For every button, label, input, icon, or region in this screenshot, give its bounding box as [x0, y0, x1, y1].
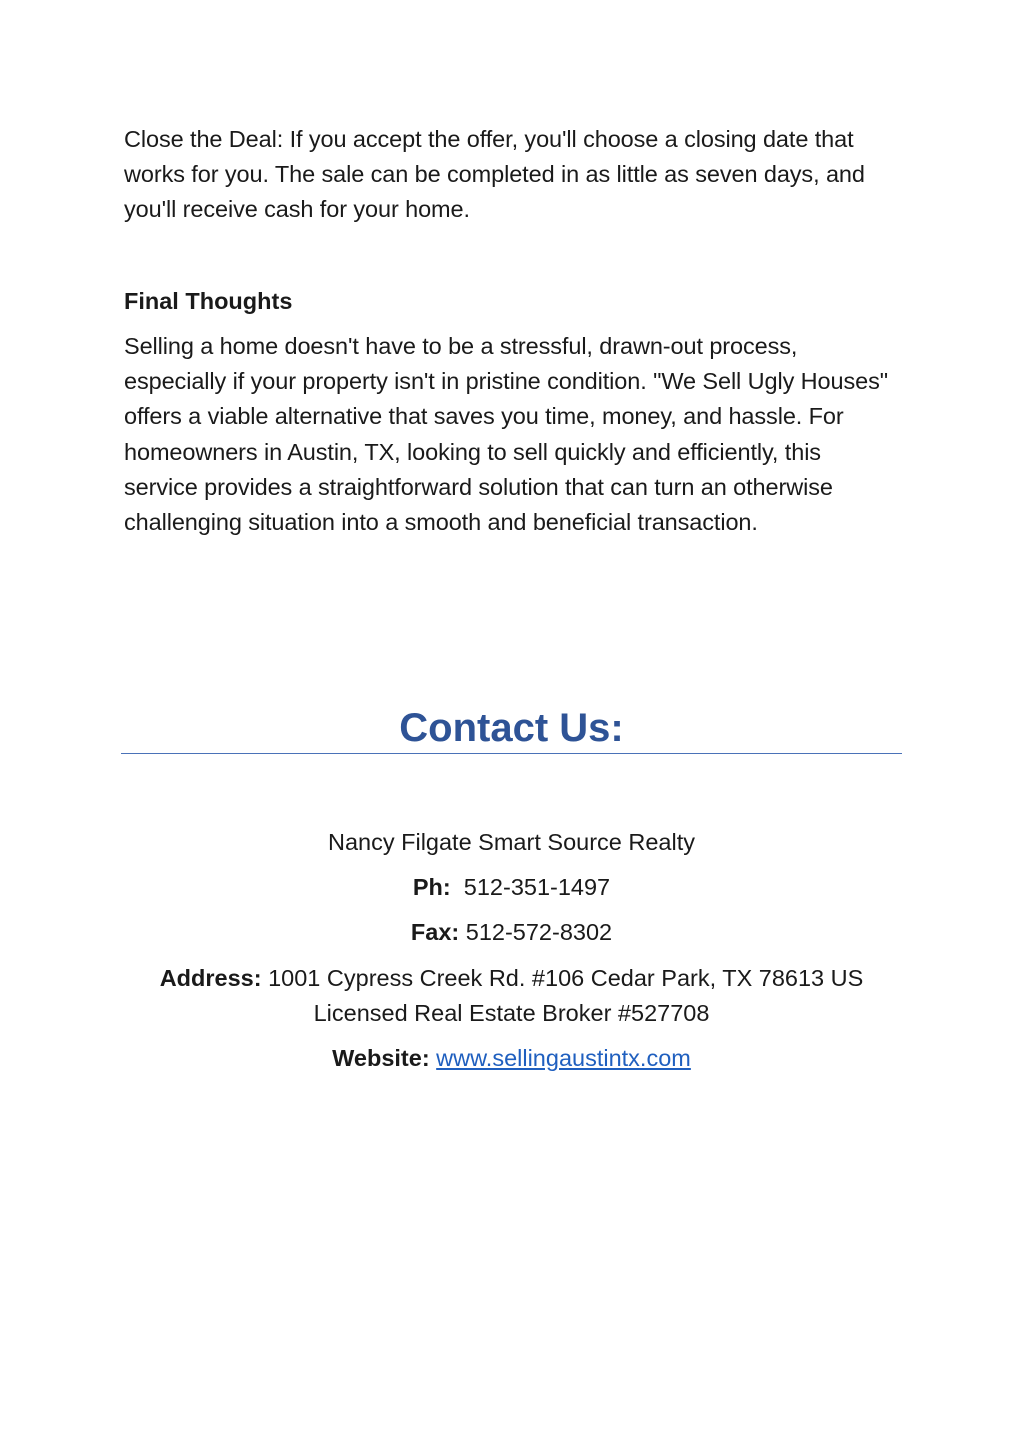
- website-label: Website:: [332, 1045, 430, 1071]
- close-deal-paragraph: Close the Deal: If you accept the offer, you'll choose a closing date that works for you. The sale can be completed in as little as seven days, and you'll receive cash for your home.: [124, 126, 865, 223]
- license-line: [0, 996, 1023, 1031]
- fax-line: [0, 915, 1023, 950]
- phone-line: [0, 870, 1023, 905]
- address-label: Address:: [159, 965, 262, 991]
- company-name: [0, 825, 1023, 860]
- license-text: Licensed Real Estate Broker #527708: [313, 1000, 710, 1026]
- title-divider: [121, 753, 902, 754]
- phone-number: 512-351-1497: [463, 874, 611, 900]
- website-link[interactable]: www.sellingaustintx.com: [436, 1045, 691, 1071]
- phone-label: Ph:: [412, 874, 451, 900]
- final-thoughts-heading: Final Thoughts: [124, 288, 293, 314]
- company-name-text: Nancy Filgate Smart Source Realty: [327, 829, 695, 855]
- final-thoughts-paragraph: Selling a home doesn't have to be a stressful, drawn-out process, especially if your property isn't in pristine condition. "We Sell Ugly Houses" offers a viable alternative that saves you time, money, and hassle. For homeowners in Austin, TX, looking to sell quickly and efficiently, this service provides a straightforward solution that can turn an otherwise challenging situation into a smooth and beneficial transaction.: [124, 333, 888, 536]
- contact-title: Contact Us:: [399, 706, 624, 750]
- fax-number: 512-572-8302: [465, 919, 613, 945]
- website-line: [0, 1041, 1023, 1076]
- address-line: [0, 961, 1023, 996]
- fax-label: Fax:: [410, 919, 460, 945]
- address-text: 1001 Cypress Creek Rd. #106 Cedar Park, TX 78613 US: [268, 965, 864, 991]
